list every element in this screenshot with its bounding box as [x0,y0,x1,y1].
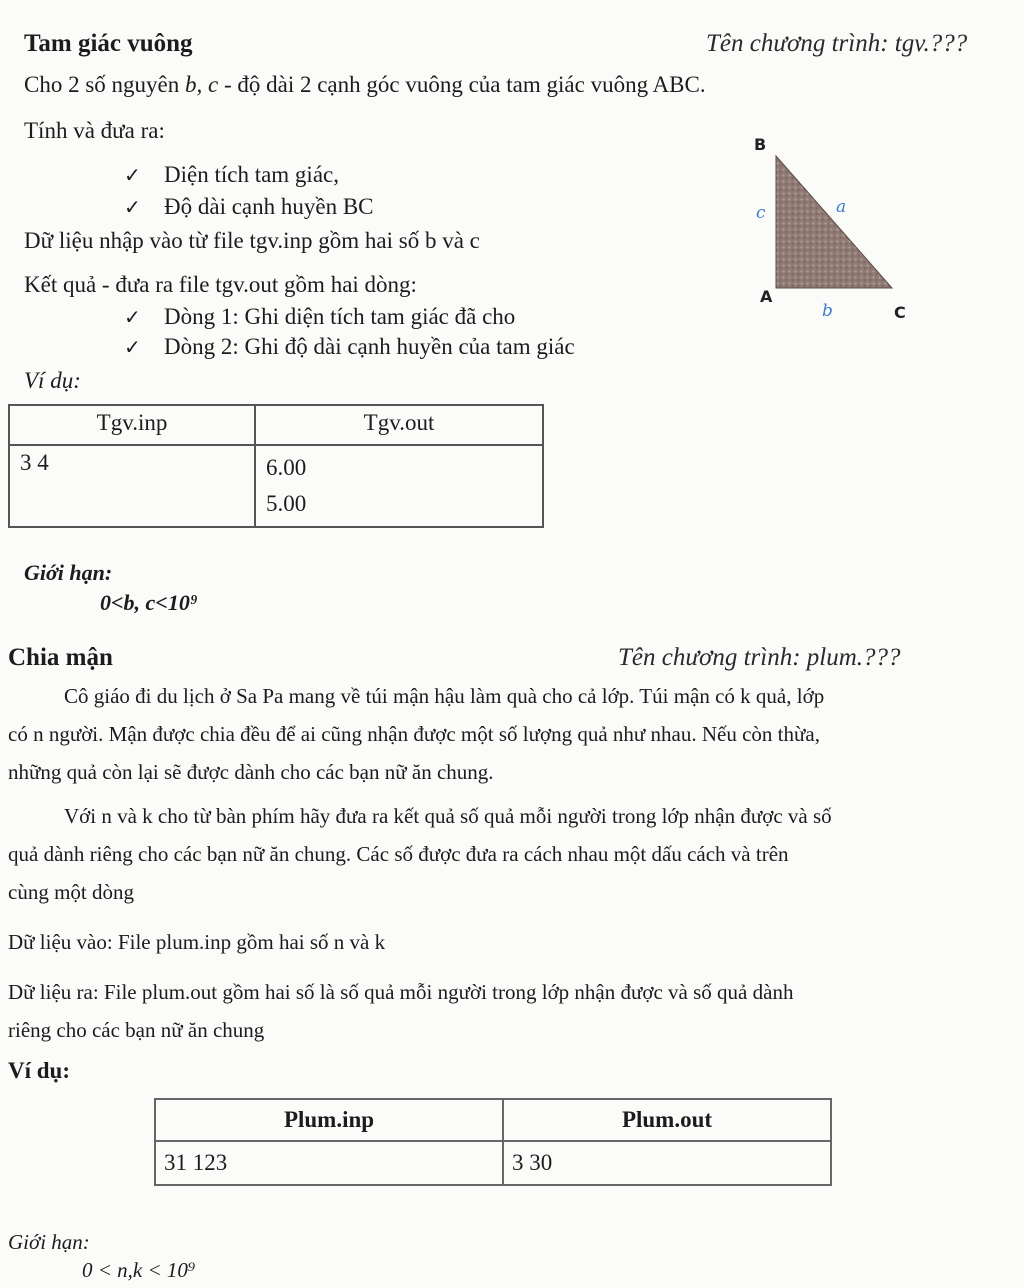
problem2-limit-expr: 0 < n,k < 10⁹ [82,1258,196,1282]
problem2-input-desc: Dữ liệu vào: File plum.inp gồm hai số n và k [8,930,386,954]
problem1-limit-expr: 0<b, c<10⁹ [100,590,198,615]
output-item: ✓ Dòng 2: Ghi độ dài cạnh huyền của tam giác [124,334,575,360]
table-header: Plum.out [503,1099,831,1141]
intro-suffix: - độ dài 2 cạnh góc vuông của tam giác vuông ABC. [218,72,706,97]
output-line: 6.00 [266,455,307,480]
vertex-a-label: A [760,287,773,306]
paragraph-line: cùng một dòng [8,880,134,904]
intro-prefix: Cho 2 số nguyên [24,72,185,97]
problem1-example-label: Ví dụ: [24,368,81,393]
problem2-program-name: Tên chương trình: plum.??? [618,644,901,671]
table-row [155,1141,831,1185]
table-header: Tgv.inp [9,405,255,445]
table-cell-input: 3 4 [9,445,255,527]
compute-label: Tính và đưa ra: [24,118,165,143]
paragraph-line: Với n và k cho từ bàn phím hãy đưa ra kết quả số quả mỗi người trong lớp nhận được và số [64,804,832,828]
problem1-example-table [8,404,544,528]
problem1-intro [24,72,706,98]
triangle-shape [776,156,892,288]
paragraph-line: có n người. Mận được chia đều để ai cũng nhận được một số lượng quả như nhau. Nếu còn thừa, [8,722,820,746]
problem1-input-desc: Dữ liệu nhập vào từ file tgv.inp gồm hai số b và c [24,228,480,253]
compute-item: ✓ Độ dài cạnh huyền BC [124,194,374,220]
problem1-output-desc: Kết quả - đưa ra file tgv.out gồm hai dòng: [24,272,417,297]
side-c-label: c [756,203,766,223]
vertex-b-label: B [754,135,767,154]
problem1-limit-label: Giới hạn: [24,560,113,585]
side-b-label: b [822,301,833,321]
table-cell-output [255,445,543,527]
vertex-c-label: C [894,303,906,322]
table-header-row [9,405,543,445]
table-cell-output: 3 30 [503,1141,831,1185]
table-row [9,445,543,527]
problem2-limit-label: Giới hạn: [8,1230,90,1254]
table-cell-input: 31 123 [155,1141,503,1185]
table-header: Tgv.out [255,405,543,445]
paragraph-line: Cô giáo đi du lịch ở Sa Pa mang về túi mận hậu làm quà cho cả lớp. Túi mận có k quả, lớp [64,684,825,708]
problem2-output-desc: Dữ liệu ra: File plum.out gồm hai số là số quả mỗi người trong lớp nhận được và số quả dành [8,980,794,1004]
table-header: Plum.inp [155,1099,503,1141]
output-item: ✓ Dòng 1: Ghi diện tích tam giác đã cho [124,304,515,330]
problem1-program-name: Tên chương trình: tgv.??? [706,30,968,57]
right-triangle-figure [740,126,920,326]
problem2-title: Chia mận [8,644,113,671]
intro-vars: b, c [185,72,219,97]
table-header-row [155,1099,831,1141]
problem2-example-label: Ví dụ: [8,1058,70,1083]
problem2-output-desc-cont: riêng cho các bạn nữ ăn chung [8,1018,265,1042]
output-line: 5.00 [266,491,307,516]
problem1-title: Tam giác vuông [24,30,193,57]
paragraph-line: những quả còn lại sẽ được dành cho các bạn nữ ăn chung. [8,760,494,784]
compute-item: ✓ Diện tích tam giác, [124,162,339,188]
side-a-label: a [836,197,847,217]
problem2-example-table [154,1098,832,1186]
paragraph-line: quả dành riêng cho các bạn nữ ăn chung. Các số được đưa ra cách nhau một dấu cách và trên [8,842,789,866]
